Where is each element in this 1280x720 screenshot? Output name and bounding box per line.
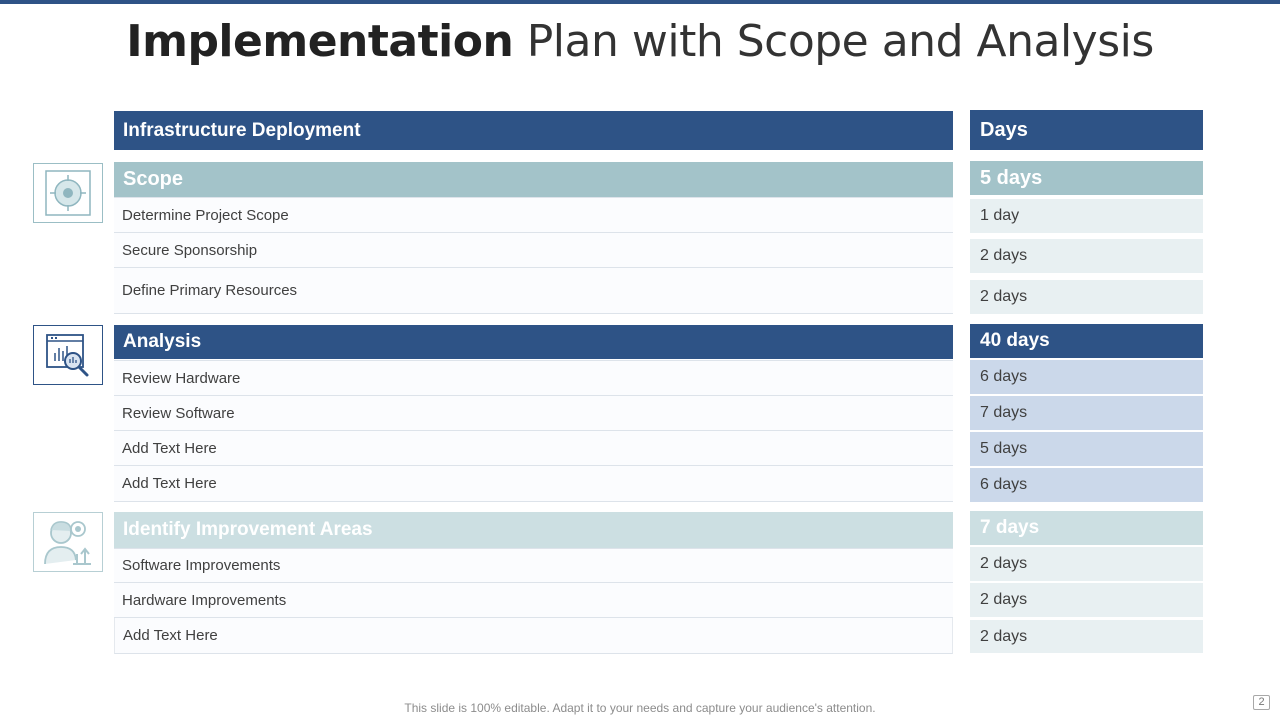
task-label: Add Text Here <box>122 439 217 457</box>
days-cell <box>970 280 1203 314</box>
page-number: 2 <box>1253 695 1270 710</box>
table-row <box>114 360 953 396</box>
days-value: 2 days <box>980 288 1028 305</box>
section-total: 40 days <box>980 330 1050 351</box>
days-cell <box>970 583 1203 617</box>
days-cell <box>970 547 1203 581</box>
top-accent-bar <box>0 0 1280 4</box>
task-label: Add Text Here <box>122 475 217 492</box>
table-row <box>114 233 953 268</box>
slide-title <box>0 16 1280 67</box>
days-header-label: Days <box>980 118 1028 141</box>
scope-icon-box <box>33 163 103 223</box>
days-value: 2 days <box>980 591 1028 608</box>
section-name: Scope <box>123 168 184 190</box>
section-total-scope <box>970 161 1203 195</box>
table-row <box>114 268 953 314</box>
analysis-icon-box <box>33 325 103 385</box>
section-total: 5 days <box>980 166 1043 189</box>
slide-title-bold: Implementation <box>126 16 514 67</box>
task-label: Define Primary Resources <box>122 282 298 299</box>
section-name: Identify Improvement Areas <box>123 519 373 540</box>
table-row <box>114 618 953 654</box>
days-cell <box>970 396 1203 430</box>
section-bar-improvement <box>114 512 953 548</box>
days-cell <box>970 360 1203 394</box>
slide-title-rest: Plan with Scope and Analysis <box>526 16 1154 67</box>
days-value: 6 days <box>980 368 1028 385</box>
section-bar-scope <box>114 162 953 197</box>
target-icon <box>45 170 91 216</box>
days-header <box>970 110 1203 150</box>
person-improvement-icon <box>41 516 95 568</box>
table-row <box>114 431 953 466</box>
section-total-improvement <box>970 511 1203 545</box>
section-bar-analysis <box>114 325 953 359</box>
table-row <box>114 197 953 233</box>
days-value: 2 days <box>980 627 1028 645</box>
table-row <box>114 583 953 618</box>
task-label: Software Improvements <box>122 557 281 574</box>
task-label: Determine Project Scope <box>122 206 289 224</box>
days-value: 7 days <box>980 404 1028 421</box>
days-cell <box>970 432 1203 466</box>
task-label: Secure Sponsorship <box>122 241 258 259</box>
days-cell <box>970 468 1203 502</box>
task-label: Review Software <box>122 404 235 422</box>
days-value: 2 days <box>980 555 1028 572</box>
table-header <box>114 111 953 150</box>
slide-footer: This slide is 100% editable. Adapt it to your needs and capture your audience's attention. <box>404 701 876 715</box>
section-total: 7 days <box>980 517 1040 538</box>
table-row <box>114 548 953 583</box>
improvement-icon-box <box>33 512 103 572</box>
table-row <box>114 466 953 502</box>
task-label: Add Text Here <box>123 627 218 644</box>
days-value: 5 days <box>980 440 1028 457</box>
days-value: 2 days <box>980 247 1028 264</box>
section-name: Analysis <box>123 331 202 352</box>
task-label: Hardware Improvements <box>122 591 287 609</box>
days-cell <box>970 620 1203 653</box>
table-row <box>114 396 953 431</box>
section-total-analysis <box>970 324 1203 358</box>
days-cell <box>970 239 1203 273</box>
days-cell <box>970 199 1203 233</box>
days-value: 6 days <box>980 476 1028 493</box>
data-analysis-icon <box>43 331 93 379</box>
table-header-label: Infrastructure Deployment <box>123 119 361 141</box>
days-value: 1 day <box>980 207 1020 224</box>
task-label: Review Hardware <box>122 369 241 387</box>
